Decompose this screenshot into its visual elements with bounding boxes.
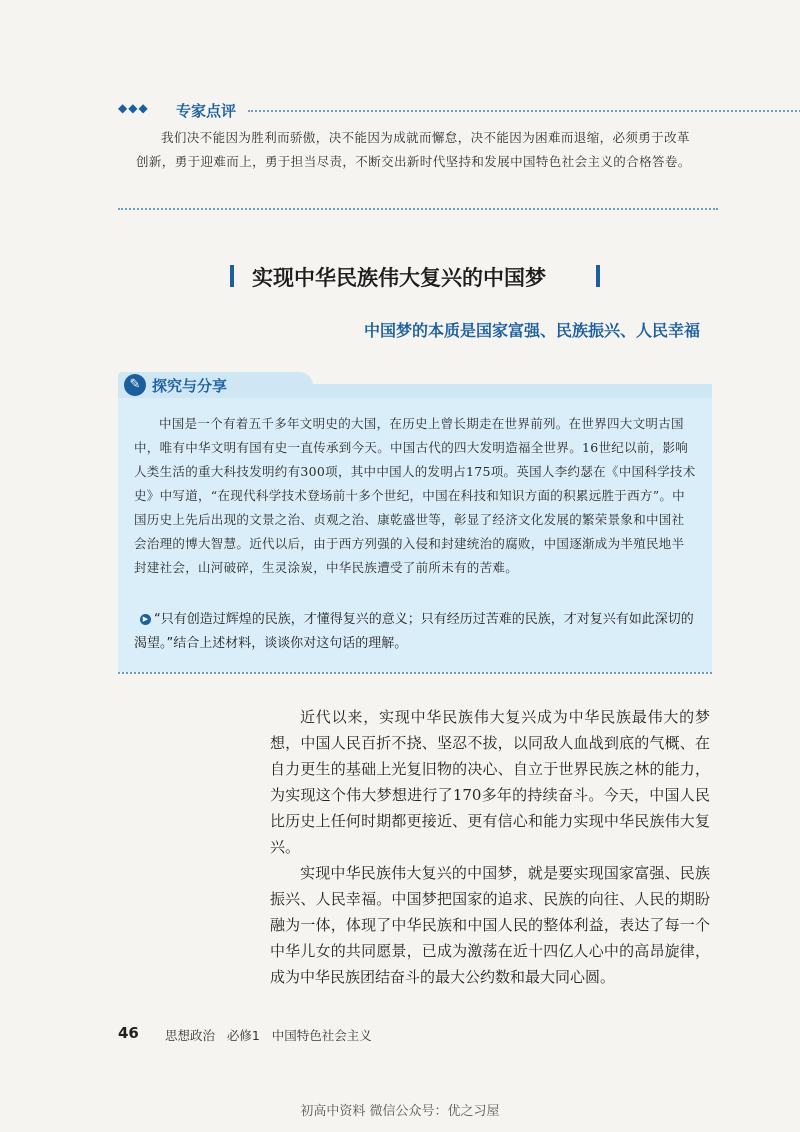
title-bar-left: [230, 265, 234, 287]
section-heading: [230, 262, 600, 292]
explore-header-tab: [118, 372, 313, 398]
title-bar-right: [596, 265, 600, 287]
diamond-icons: ◆◆◆: [118, 101, 149, 115]
explore-share-box: [118, 372, 712, 674]
expert-review-text: 我们决不能因为胜利而骄傲，决不能因为成就而懈怠，决不能因为困难而退缩，必须勇于改革创新，勇于迎难而上，勇于担当尽责，不断交出新时代坚持和发展中国特色社会主义的合格答卷。: [136, 130, 691, 169]
section-subtitle: 中国梦的本质是国家富强、民族振兴、人民幸福: [363, 321, 700, 340]
dotted-divider: [248, 110, 800, 112]
explore-paragraph: 中国是一个有着五千多年文明史的大国，在历史上曾长期走在世界前列。在世界四大文明古国中，唯有中华文明有国有史一直传承到今天。中国古代的四大发明造福全世界。16世纪以前，影响人类生活的重大科技发明约有300项，其中中国人的发明占175项。英国人李约瑟在《中国科学技术史》中写道，“在现代科学技术登场前十多个世纪，中国在科技和知识方面的积累远胜于西方”。中国历史上先后出现的文景之治、贞观之治、康乾盛世等，彰显了经济文化发展的繁荣景象和中国社会治理的博大智慧。近代以后，由于西方列强的入侵和封建统治的腐败，中国逐渐成为半殖民地半封建社会，山河破碎，生灵涂炭，中华民族遭受了前所未有的苦难。: [134, 416, 696, 575]
section-title: 实现中华民族伟大复兴的中国梦: [252, 266, 546, 290]
triangle-marker-icon: ▶: [140, 614, 151, 625]
dotted-divider: [118, 208, 718, 210]
discussion-icon: ✎: [124, 374, 146, 396]
explore-title: 探究与分享: [152, 377, 228, 395]
dotted-divider: [118, 672, 712, 674]
watermark-text: 初高中资料 微信公众号：优之习屋: [300, 1104, 500, 1119]
explore-question: “只有创造过辉煌的民族，才懂得复兴的意义；只有经历过苦难的民族，才对复兴有如此深切的渴望。”结合上述材料，谈谈你对这句话的理解。: [134, 612, 694, 651]
expert-review-header: [118, 100, 718, 122]
main-text: [270, 704, 710, 990]
expert-review-title: 专家点评: [176, 102, 237, 120]
body-paragraph: 近代以来，实现中华民族伟大复兴成为中华民族最伟大的梦想，中国人民百折不挠、坚忍不拔，以同敌人血战到底的气概、在自力更生的基础上光复旧物的决心、自立于世界民族之林的能力，为实现这个伟大梦想进行了170多年的持续奋斗。今天，中国人民比历史上任何时期都更接近、更有信心和能力实现中华民族伟大复兴。: [270, 708, 710, 856]
body-paragraph: 实现中华民族伟大复兴的中国梦，就是要实现国家富强、民族振兴、人民幸福。中国梦把国家的追求、民族的向往、人民的期盼融为一体，体现了中华民族和中国人民的整体利益，表达了每一个中华儿女的共同愿景，已成为激荡在近十四亿人心中的高昂旋律，成为中华民族团结奋斗的最大公约数和最大同心圆。: [270, 864, 710, 986]
page-number: 46: [118, 1024, 139, 1042]
book-title-footer: 思想政治 必修1 中国特色社会主义: [165, 1028, 372, 1043]
